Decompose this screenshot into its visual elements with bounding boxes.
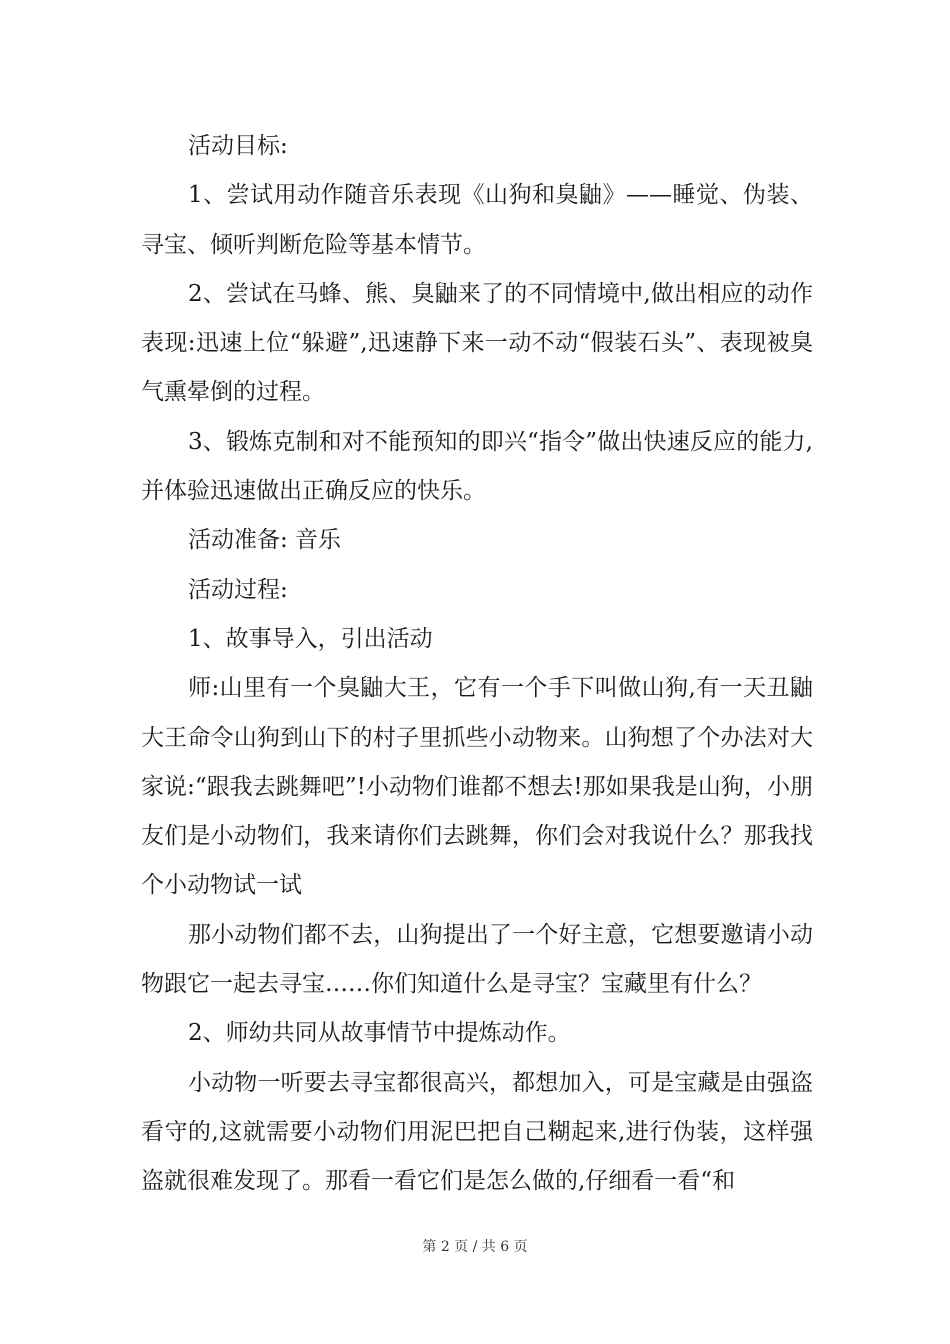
paragraph-activity-preparation: 活动准备: 音乐 (188, 527, 342, 554)
paragraph-goal-2: 2、尝试在马蜂、熊、臭鼬来了的不同情境中,做出相应的动作表现:迅速上位“躲避”,迅速静下来一动不动“假装石头”、表现被臭气熏晕倒的过程。 (141, 280, 813, 406)
paragraph-disguise: 小动物一听要去寻宝都很高兴，都想加入，可是宝藏是由强盗看守的,这就需要小动物们用泥巴把自己糊起来,进行伪装，这样强盗就很难发现了。那看一看它们是怎么做的,仔细看一看“和 (141, 1069, 813, 1195)
paragraph-treasure-hunt: 那小动物们都不去，山狗提出了一个好主意，它想要邀请小动物跟它一起去寻宝……你们知道什么是寻宝？宝藏里有什么？ (141, 921, 813, 998)
paragraph-step-1-title: 1、故事导入，引出活动 (188, 625, 433, 652)
paragraph-step-2-title: 2、师幼共同从故事情节中提炼动作。 (188, 1020, 571, 1047)
page-footer: 第 2 页 / 共 6 页 (422, 1239, 528, 1255)
paragraph-goal-1: 1、尝试用动作随音乐表现《山狗和臭鼬》——睡觉、伪装、寻宝、倾听判断危险等基本情节。 (141, 182, 813, 258)
paragraph-teacher-story: 师:山里有一个臭鼬大王，它有一个手下叫做山狗,有一天丑鼬大王命令山狗到山下的村子里抓些小动物来。山狗想了个办法对大家说:“跟我去跳舞吧”!小动物们谁都不想去!那如果我是山狗，小朋友们是小动物们，我来请你们去跳舞，你们会对我说什么？那我找个小动物试一试 (141, 675, 813, 899)
paragraph-activity-process-heading: 活动过程: (188, 576, 288, 603)
document-body (141, 122, 813, 1207)
paragraph-goal-3: 3、锻炼克制和对不能预知的即兴“指令”做出快速反应的能力,并体验迅速做出正确反应的快乐。 (141, 428, 813, 505)
paragraph-activity-goals-heading: 活动目标: (188, 133, 288, 159)
